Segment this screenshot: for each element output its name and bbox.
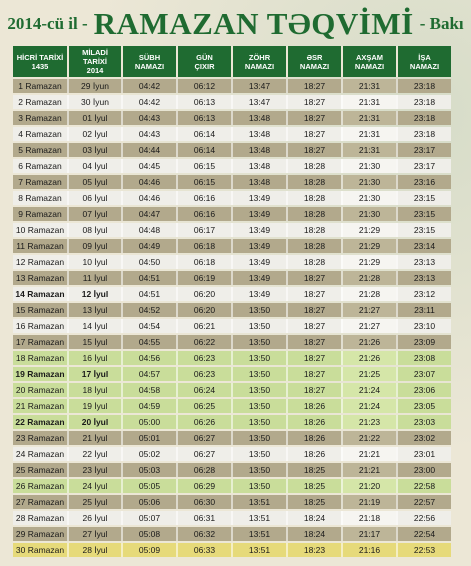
cell-zohr: 13:48	[231, 111, 286, 125]
cell-axsam: 21:31	[341, 127, 396, 141]
cell-subh: 04:46	[121, 175, 176, 189]
header-city: - Bakı	[419, 14, 464, 33]
cell-hijri: 26 Ramazan	[13, 479, 67, 493]
col-header-sunrise: GÜN ÇIXIR	[176, 46, 231, 77]
cell-axsam: 21:20	[341, 479, 396, 493]
cell-zohr: 13:51	[231, 527, 286, 541]
cell-axsam: 21:30	[341, 207, 396, 221]
col-header-zohr: ZÖHR NAMAZI	[231, 46, 286, 77]
cell-sunrise: 06:17	[176, 223, 231, 237]
cell-esr: 18:28	[286, 207, 341, 221]
table-row	[13, 143, 451, 157]
cell-date: 29 İyun	[67, 79, 121, 93]
cell-subh: 04:51	[121, 271, 176, 285]
cell-isha: 23:10	[396, 319, 451, 333]
cell-zohr: 13:51	[231, 543, 286, 557]
cell-zohr: 13:49	[231, 223, 286, 237]
cell-isha: 22:54	[396, 527, 451, 541]
cell-subh: 05:01	[121, 431, 176, 445]
cell-axsam: 21:30	[341, 175, 396, 189]
cell-axsam: 21:28	[341, 271, 396, 285]
cell-zohr: 13:50	[231, 431, 286, 445]
cell-sunrise: 06:16	[176, 191, 231, 205]
cell-hijri: 3 Ramazan	[13, 111, 67, 125]
cell-subh: 04:42	[121, 79, 176, 93]
cell-isha: 23:00	[396, 463, 451, 477]
cell-isha: 23:03	[396, 415, 451, 429]
cell-zohr: 13:50	[231, 351, 286, 365]
table-row	[13, 543, 451, 557]
cell-date: 24 İyul	[67, 479, 121, 493]
cell-zohr: 13:50	[231, 319, 286, 333]
table-header-row	[13, 46, 451, 77]
cell-sunrise: 06:21	[176, 319, 231, 333]
cell-date: 20 İyul	[67, 415, 121, 429]
cell-date: 18 İyul	[67, 383, 121, 397]
cell-esr: 18:27	[286, 79, 341, 93]
cell-esr: 18:27	[286, 351, 341, 365]
cell-subh: 04:59	[121, 399, 176, 413]
cell-subh: 04:42	[121, 95, 176, 109]
cell-axsam: 21:29	[341, 239, 396, 253]
col-header-esr: ƏSR NAMAZI	[286, 46, 341, 77]
cell-esr: 18:26	[286, 399, 341, 413]
table-row	[13, 239, 451, 253]
cell-subh: 04:52	[121, 303, 176, 317]
cell-axsam: 21:18	[341, 511, 396, 525]
cell-axsam: 21:26	[341, 351, 396, 365]
cell-sunrise: 06:24	[176, 383, 231, 397]
table-row	[13, 271, 451, 285]
cell-zohr: 13:50	[231, 479, 286, 493]
page-title: RAMAZAN TƏQVİMİ	[93, 6, 414, 41]
cell-date: 25 İyul	[67, 495, 121, 509]
cell-hijri: 15 Ramazan	[13, 303, 67, 317]
cell-hijri: 14 Ramazan	[13, 287, 67, 301]
table-row	[13, 415, 451, 429]
cell-zohr: 13:50	[231, 399, 286, 413]
cell-axsam: 21:31	[341, 143, 396, 157]
header-year: 2014-cü il -	[7, 14, 88, 33]
col-header-axsam: AXŞAM NAMAZI	[341, 46, 396, 77]
cell-zohr: 13:49	[231, 207, 286, 221]
cell-date: 12 İyul	[67, 287, 121, 301]
cell-sunrise: 06:27	[176, 431, 231, 445]
cell-esr: 18:27	[286, 303, 341, 317]
cell-sunrise: 06:23	[176, 351, 231, 365]
cell-sunrise: 06:14	[176, 143, 231, 157]
cell-axsam: 21:29	[341, 223, 396, 237]
col-header-isha: İŞA NAMAZI	[396, 46, 451, 77]
cell-isha: 23:11	[396, 303, 451, 317]
cell-subh: 05:03	[121, 463, 176, 477]
cell-date: 03 İyul	[67, 143, 121, 157]
cell-zohr: 13:48	[231, 175, 286, 189]
page-header	[0, 0, 471, 42]
cell-sunrise: 06:31	[176, 511, 231, 525]
col-header-subh: SÜBH NAMAZI	[121, 46, 176, 77]
cell-axsam: 21:29	[341, 255, 396, 269]
cell-axsam: 21:24	[341, 383, 396, 397]
cell-zohr: 13:50	[231, 415, 286, 429]
cell-sunrise: 06:27	[176, 447, 231, 461]
cell-date: 30 İyun	[67, 95, 121, 109]
cell-hijri: 11 Ramazan	[13, 239, 67, 253]
cell-hijri: 24 Ramazan	[13, 447, 67, 461]
cell-hijri: 8 Ramazan	[13, 191, 67, 205]
cell-date: 04 İyul	[67, 159, 121, 173]
cell-zohr: 13:47	[231, 95, 286, 109]
table-row	[13, 159, 451, 173]
cell-hijri: 7 Ramazan	[13, 175, 67, 189]
cell-isha: 23:15	[396, 191, 451, 205]
cell-date: 16 İyul	[67, 351, 121, 365]
cell-sunrise: 06:26	[176, 415, 231, 429]
cell-isha: 23:06	[396, 383, 451, 397]
cell-axsam: 21:23	[341, 415, 396, 429]
cell-hijri: 21 Ramazan	[13, 399, 67, 413]
cell-esr: 18:26	[286, 415, 341, 429]
cell-date: 21 İyul	[67, 431, 121, 445]
cell-date: 26 İyul	[67, 511, 121, 525]
cell-esr: 18:28	[286, 191, 341, 205]
cell-esr: 18:27	[286, 367, 341, 381]
cell-subh: 04:58	[121, 383, 176, 397]
cell-date: 01 İyul	[67, 111, 121, 125]
cell-esr: 18:27	[286, 111, 341, 125]
cell-date: 15 İyul	[67, 335, 121, 349]
cell-isha: 22:53	[396, 543, 451, 557]
cell-esr: 18:26	[286, 447, 341, 461]
cell-subh: 04:47	[121, 207, 176, 221]
cell-subh: 05:06	[121, 495, 176, 509]
cell-esr: 18:25	[286, 479, 341, 493]
cell-esr: 18:28	[286, 175, 341, 189]
cell-sunrise: 06:20	[176, 287, 231, 301]
cell-zohr: 13:51	[231, 495, 286, 509]
cell-hijri: 13 Ramazan	[13, 271, 67, 285]
cell-axsam: 21:22	[341, 431, 396, 445]
cell-sunrise: 06:20	[176, 303, 231, 317]
cell-isha: 23:18	[396, 95, 451, 109]
cell-axsam: 21:19	[341, 495, 396, 509]
cell-date: 08 İyul	[67, 223, 121, 237]
cell-axsam: 21:24	[341, 399, 396, 413]
cell-hijri: 9 Ramazan	[13, 207, 67, 221]
cell-isha: 23:08	[396, 351, 451, 365]
cell-axsam: 21:17	[341, 527, 396, 541]
table-row	[13, 127, 451, 141]
cell-subh: 04:45	[121, 159, 176, 173]
cell-isha: 23:18	[396, 79, 451, 93]
col-header-date: MİLADİ TARİXİ 2014	[67, 46, 121, 77]
cell-date: 11 İyul	[67, 271, 121, 285]
cell-sunrise: 06:18	[176, 239, 231, 253]
cell-axsam: 21:31	[341, 111, 396, 125]
cell-zohr: 13:48	[231, 143, 286, 157]
cell-date: 06 İyul	[67, 191, 121, 205]
cell-hijri: 29 Ramazan	[13, 527, 67, 541]
cell-isha: 23:15	[396, 223, 451, 237]
cell-esr: 18:28	[286, 159, 341, 173]
table-row	[13, 175, 451, 189]
cell-subh: 04:51	[121, 287, 176, 301]
cell-subh: 05:00	[121, 415, 176, 429]
cell-sunrise: 06:13	[176, 95, 231, 109]
cell-esr: 18:25	[286, 495, 341, 509]
cell-hijri: 18 Ramazan	[13, 351, 67, 365]
cell-axsam: 21:25	[341, 367, 396, 381]
table-row	[13, 287, 451, 301]
cell-hijri: 23 Ramazan	[13, 431, 67, 445]
cell-esr: 18:27	[286, 383, 341, 397]
cell-axsam: 21:28	[341, 287, 396, 301]
cell-zohr: 13:47	[231, 79, 286, 93]
cell-hijri: 12 Ramazan	[13, 255, 67, 269]
table-row	[13, 495, 451, 509]
table-row	[13, 335, 451, 349]
table-row	[13, 447, 451, 461]
cell-isha: 23:02	[396, 431, 451, 445]
cell-sunrise: 06:15	[176, 159, 231, 173]
cell-subh: 04:57	[121, 367, 176, 381]
cell-axsam: 21:31	[341, 95, 396, 109]
cell-sunrise: 06:32	[176, 527, 231, 541]
cell-sunrise: 06:33	[176, 543, 231, 557]
cell-esr: 18:27	[286, 335, 341, 349]
cell-hijri: 20 Ramazan	[13, 383, 67, 397]
cell-zohr: 13:50	[231, 303, 286, 317]
cell-zohr: 13:50	[231, 383, 286, 397]
cell-date: 09 İyul	[67, 239, 121, 253]
cell-isha: 23:09	[396, 335, 451, 349]
cell-subh: 05:09	[121, 543, 176, 557]
cell-subh: 05:08	[121, 527, 176, 541]
cell-zohr: 13:50	[231, 463, 286, 477]
cell-isha: 23:17	[396, 159, 451, 173]
table-row	[13, 255, 451, 269]
cell-date: 02 İyul	[67, 127, 121, 141]
cell-isha: 23:17	[396, 143, 451, 157]
cell-axsam: 21:21	[341, 463, 396, 477]
table-row	[13, 479, 451, 493]
cell-date: 07 İyul	[67, 207, 121, 221]
cell-isha: 23:07	[396, 367, 451, 381]
cell-subh: 05:05	[121, 479, 176, 493]
cell-zohr: 13:49	[231, 255, 286, 269]
table-row	[13, 367, 451, 381]
cell-esr: 18:24	[286, 527, 341, 541]
cell-subh: 04:55	[121, 335, 176, 349]
cell-zohr: 13:49	[231, 271, 286, 285]
cell-sunrise: 06:13	[176, 111, 231, 125]
cell-sunrise: 06:22	[176, 335, 231, 349]
col-header-hijri: HİCRİ TARİXİ 1435	[13, 46, 67, 77]
table-row	[13, 303, 451, 317]
cell-subh: 05:07	[121, 511, 176, 525]
cell-hijri: 6 Ramazan	[13, 159, 67, 173]
table-row	[13, 399, 451, 413]
cell-esr: 18:28	[286, 239, 341, 253]
cell-esr: 18:27	[286, 271, 341, 285]
cell-axsam: 21:30	[341, 159, 396, 173]
cell-esr: 18:27	[286, 319, 341, 333]
cell-sunrise: 06:30	[176, 495, 231, 509]
table-row	[13, 79, 451, 93]
cell-subh: 04:49	[121, 239, 176, 253]
cell-isha: 23:13	[396, 271, 451, 285]
cell-esr: 18:28	[286, 223, 341, 237]
cell-esr: 18:27	[286, 95, 341, 109]
cell-isha: 23:05	[396, 399, 451, 413]
cell-hijri: 2 Ramazan	[13, 95, 67, 109]
table-body	[13, 79, 451, 557]
cell-sunrise: 06:16	[176, 207, 231, 221]
cell-hijri: 5 Ramazan	[13, 143, 67, 157]
cell-isha: 23:18	[396, 127, 451, 141]
cell-isha: 23:18	[396, 111, 451, 125]
cell-sunrise: 06:28	[176, 463, 231, 477]
cell-zohr: 13:49	[231, 191, 286, 205]
cell-subh: 04:43	[121, 127, 176, 141]
cell-zohr: 13:49	[231, 239, 286, 253]
cell-isha: 22:58	[396, 479, 451, 493]
cell-date: 23 İyul	[67, 463, 121, 477]
cell-sunrise: 06:14	[176, 127, 231, 141]
cell-isha: 23:12	[396, 287, 451, 301]
cell-subh: 04:54	[121, 319, 176, 333]
cell-sunrise: 06:19	[176, 271, 231, 285]
cell-hijri: 25 Ramazan	[13, 463, 67, 477]
cell-axsam: 21:16	[341, 543, 396, 557]
cell-date: 17 İyul	[67, 367, 121, 381]
table-row	[13, 511, 451, 525]
cell-date: 05 İyul	[67, 175, 121, 189]
cell-date: 22 İyul	[67, 447, 121, 461]
cell-zohr: 13:48	[231, 127, 286, 141]
table-row	[13, 95, 451, 109]
cell-isha: 22:57	[396, 495, 451, 509]
table-row	[13, 431, 451, 445]
cell-zohr: 13:49	[231, 287, 286, 301]
table-row	[13, 223, 451, 237]
cell-esr: 18:28	[286, 255, 341, 269]
cell-date: 14 İyul	[67, 319, 121, 333]
cell-date: 27 İyul	[67, 527, 121, 541]
cell-hijri: 16 Ramazan	[13, 319, 67, 333]
cell-isha: 23:13	[396, 255, 451, 269]
cell-hijri: 22 Ramazan	[13, 415, 67, 429]
cell-esr: 18:25	[286, 463, 341, 477]
cell-subh: 04:50	[121, 255, 176, 269]
cell-esr: 18:24	[286, 511, 341, 525]
cell-isha: 23:16	[396, 175, 451, 189]
cell-sunrise: 06:12	[176, 79, 231, 93]
cell-zohr: 13:48	[231, 159, 286, 173]
cell-subh: 04:56	[121, 351, 176, 365]
cell-axsam: 21:30	[341, 191, 396, 205]
cell-subh: 04:48	[121, 223, 176, 237]
cell-hijri: 1 Ramazan	[13, 79, 67, 93]
cell-axsam: 21:31	[341, 79, 396, 93]
cell-sunrise: 06:18	[176, 255, 231, 269]
table-row	[13, 191, 451, 205]
table-row	[13, 319, 451, 333]
cell-date: 19 İyul	[67, 399, 121, 413]
cell-esr: 18:27	[286, 127, 341, 141]
cell-sunrise: 06:23	[176, 367, 231, 381]
cell-axsam: 21:27	[341, 303, 396, 317]
cell-axsam: 21:27	[341, 319, 396, 333]
cell-hijri: 19 Ramazan	[13, 367, 67, 381]
cell-isha: 22:56	[396, 511, 451, 525]
cell-hijri: 28 Ramazan	[13, 511, 67, 525]
table-row	[13, 383, 451, 397]
cell-axsam: 21:21	[341, 447, 396, 461]
table-row	[13, 351, 451, 365]
table-row	[13, 463, 451, 477]
cell-hijri: 10 Ramazan	[13, 223, 67, 237]
cell-subh: 04:44	[121, 143, 176, 157]
table-row	[13, 207, 451, 221]
cell-esr: 18:23	[286, 543, 341, 557]
cell-sunrise: 06:15	[176, 175, 231, 189]
cell-esr: 18:27	[286, 287, 341, 301]
cell-isha: 23:01	[396, 447, 451, 461]
cell-date: 10 İyul	[67, 255, 121, 269]
cell-hijri: 27 Ramazan	[13, 495, 67, 509]
cell-hijri: 17 Ramazan	[13, 335, 67, 349]
cell-isha: 23:15	[396, 207, 451, 221]
ramadan-calendar-table	[13, 44, 451, 559]
cell-date: 28 İyul	[67, 543, 121, 557]
cell-subh: 05:02	[121, 447, 176, 461]
cell-axsam: 21:26	[341, 335, 396, 349]
cell-esr: 18:27	[286, 143, 341, 157]
cell-hijri: 30 Ramazan	[13, 543, 67, 557]
cell-subh: 04:46	[121, 191, 176, 205]
cell-esr: 18:26	[286, 431, 341, 445]
table-row	[13, 111, 451, 125]
cell-hijri: 4 Ramazan	[13, 127, 67, 141]
cell-zohr: 13:50	[231, 367, 286, 381]
cell-zohr: 13:50	[231, 335, 286, 349]
cell-date: 13 İyul	[67, 303, 121, 317]
cell-zohr: 13:51	[231, 511, 286, 525]
cell-sunrise: 06:29	[176, 479, 231, 493]
cell-subh: 04:43	[121, 111, 176, 125]
cell-zohr: 13:50	[231, 447, 286, 461]
table-row	[13, 527, 451, 541]
cell-isha: 23:14	[396, 239, 451, 253]
cell-sunrise: 06:25	[176, 399, 231, 413]
